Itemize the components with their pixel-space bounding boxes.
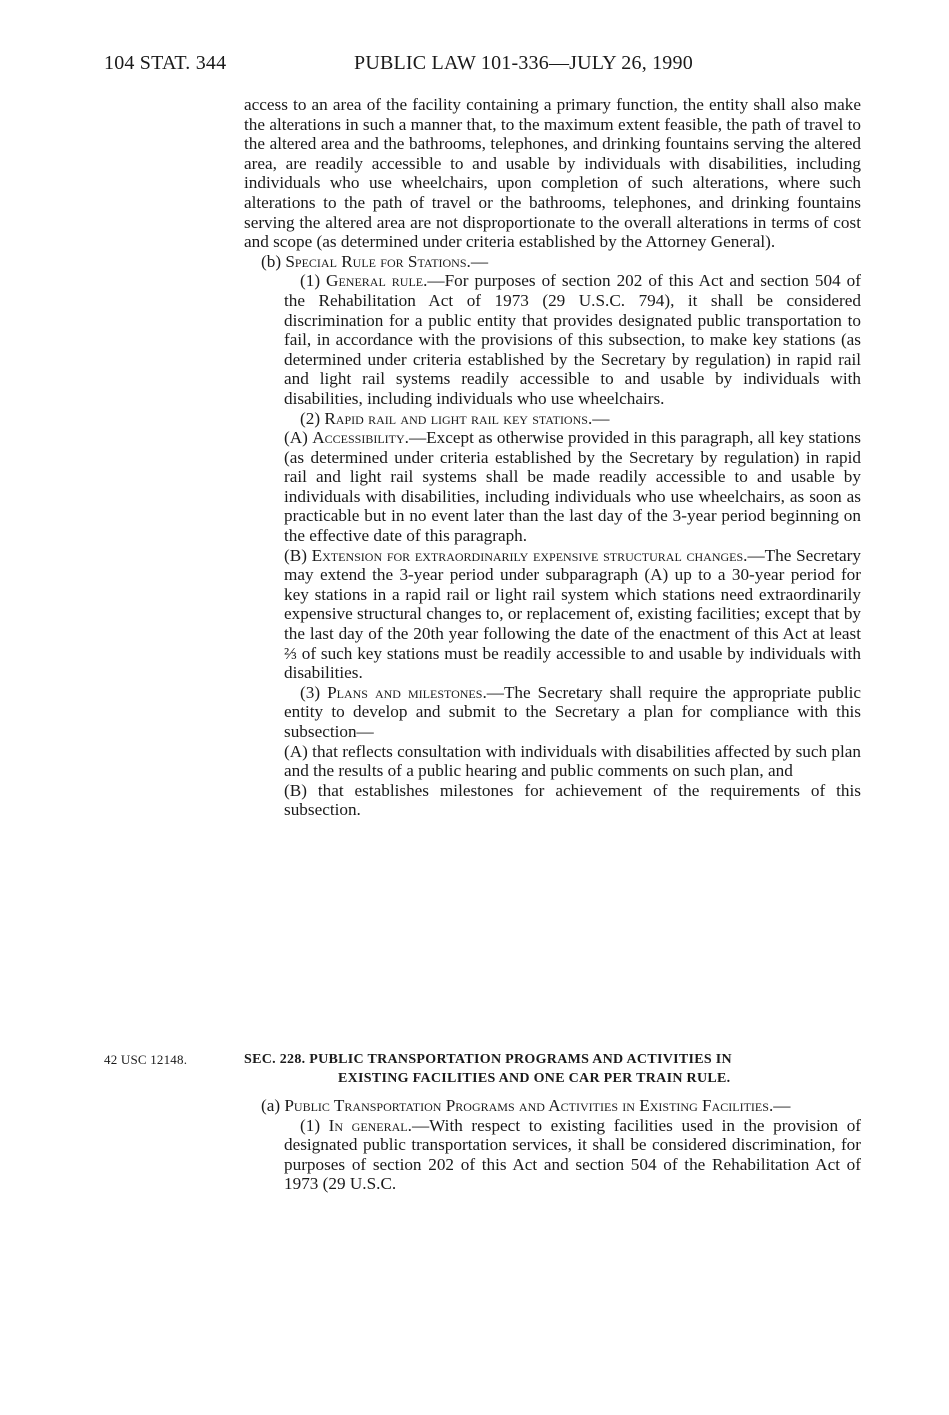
- page-title: PUBLIC LAW 101-336—JULY 26, 1990: [354, 52, 693, 74]
- section-heading: [244, 1050, 861, 1088]
- statute-body: [244, 95, 861, 820]
- section-heading-line1: SEC. 228. PUBLIC TRANSPORTATION PROGRAMS AND ACTIVITIES IN: [244, 1052, 732, 1067]
- subparagraph-b3A: (A) that reflects consultation with individuals with disabilities affected by such plan and the results of a public hearing and public comments on such plan, and: [284, 741, 861, 781]
- section-228-body: [244, 1096, 861, 1194]
- subsection-a: [244, 1096, 861, 1116]
- subparagraph-b2A: [284, 428, 861, 546]
- paragraph-b2: [284, 409, 861, 429]
- subparagraph-b2A-text: .—Except as otherwise provided in this paragraph, all key stations (as determined under criteria established by the Secretary by regulation) in rapid rail and light rail systems shall be made readily accessible to and usable by individuals with disabilities, including individuals who use wheelchairs, as soon as practicable but in no event later than the last day of the 3-year period beginning on the effective date of this paragraph.: [284, 428, 861, 546]
- subparagraph-b2A-heading: Accessibility: [312, 428, 405, 448]
- subsection-b-label: (b): [261, 251, 286, 271]
- paragraph-a1-text: .—With respect to existing facilities used in the provision of designated public transportation services, it shall be considered discrimination, for purposes of section 202 of this Act and section 504 of the Rehabilitation Act of 1973 (29 U.S.C.: [284, 1115, 862, 1194]
- paragraph-continued: access to an area of the facility containing a primary function, the entity shall also make the alterations in such a manner that, to the maximum extent feasible, the path of travel to the altered area and the bathrooms, telephones, and drinking fountains serving the altered area, are readily accessible to and usable by individuals with disabilities, including individuals who use wheelchairs, upon completion of such alterations, where such alterations to the path of travel or the bathrooms, telephones, and drinking fountains serving the altered area are not disproportionate to the overall alterations in terms of cost and scope (as determined under criteria established by the Attorney General).: [244, 95, 861, 252]
- subsection-a-dash: .—: [768, 1096, 791, 1115]
- paragraph-b1-text: .—For purposes of section 202 of this Act and section 504 of the Rehabilitation Act of 1973 (29 U.S.C. 794), it shall be considered discrimination for a public entity that provides designated public transportation to fail, in accordance with the provisions of this subsection, to make key stations (as determined under criteria established by the Secretary by regulation) in rapid rail and light rail systems readily accessible to and usable by individuals with disabilities, including individuals who use wheelchairs.: [284, 271, 861, 408]
- page-stat-number: 104 STAT. 344: [104, 52, 227, 74]
- paragraph-b1: [284, 271, 861, 408]
- section-heading-line2: EXISTING FACILITIES AND ONE CAR PER TRAIN RULE.: [338, 1071, 731, 1086]
- subparagraph-b2A-label: (A): [284, 428, 313, 448]
- paragraph-a1-heading: In general: [328, 1115, 408, 1135]
- subparagraph-b3B: (B) that establishes milestones for achievement of the requirements of this subsection.: [284, 780, 861, 820]
- paragraph-b2-label: (2): [300, 408, 325, 428]
- subsection-b-heading: Special Rule for Stations: [285, 251, 467, 271]
- subparagraph-b2B: [284, 546, 861, 683]
- paragraph-b2-heading: Rapid rail and light rail key stations: [324, 408, 588, 428]
- paragraph-b3: [284, 683, 861, 742]
- subparagraph-b2B-heading: Extension for extraordinarily expensive structural changes: [311, 545, 744, 565]
- paragraph-a1-label: (1): [300, 1115, 329, 1135]
- paragraph-b3-text: .—The Secretary shall require the appropriate public entity to develop and submit to the Secretary a plan for compliance with this subsection—: [284, 682, 861, 741]
- subsection-b: [244, 252, 861, 272]
- paragraph-a1: [284, 1116, 861, 1194]
- subsection-a-label: (a): [261, 1096, 285, 1115]
- subparagraph-b2B-text: .—The Secretary may extend the 3-year period under subparagraph (A) up to a 30-year period for key stations in a rapid rail or light rail system which stations need extraordinarily expensive structural changes to, or replacement of, existing facilities; except that by the last day of the 20th year following the date of the enactment of this Act at least ⅔ of such key stations must be readily accessible to and usable by individuals with disabilities.: [284, 545, 862, 683]
- usc-margin-note: 42 USC 12148.: [104, 1052, 188, 1067]
- paragraph-b3-label: (3): [300, 682, 328, 702]
- paragraph-b1-label: (1): [300, 271, 327, 291]
- paragraph-b3-heading: Plans and milestones: [327, 682, 483, 702]
- paragraph-b1-heading: General rule: [326, 271, 424, 291]
- subsection-b-dash: .—: [466, 251, 489, 271]
- subsection-a-heading: Public Transportation Programs and Activities in Existing Facilities: [284, 1096, 769, 1115]
- paragraph-b2-dash: .—: [587, 408, 610, 428]
- subparagraph-b2B-label: (B): [284, 545, 312, 565]
